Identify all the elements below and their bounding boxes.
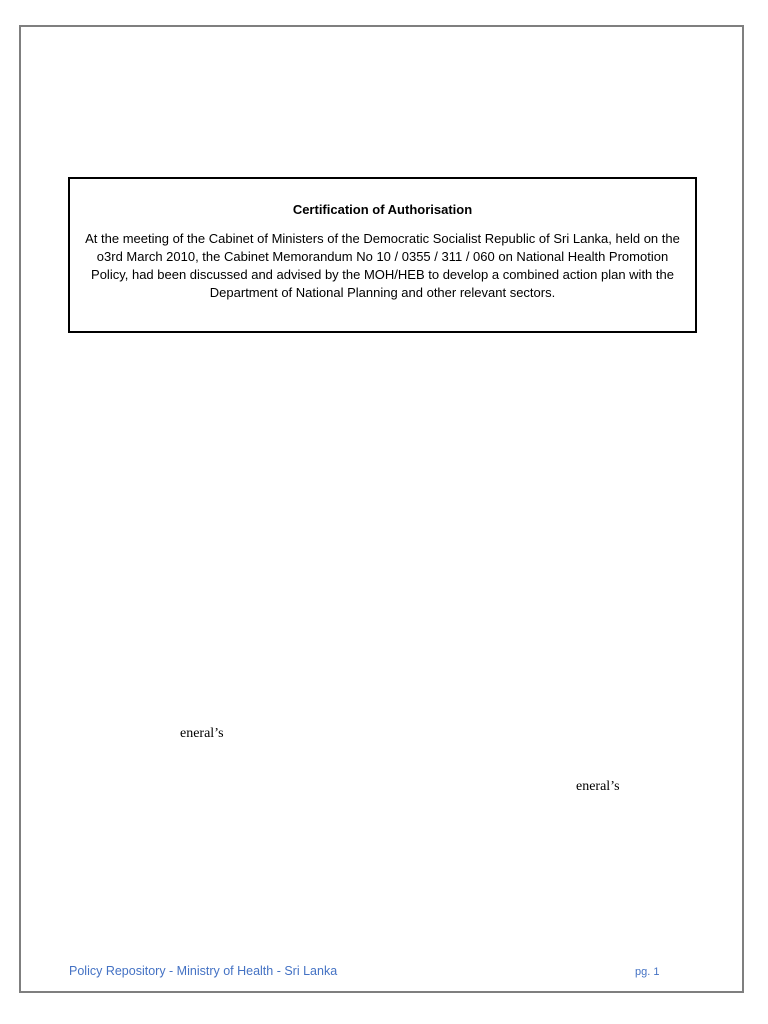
signature-text-fragment: eneral’s: [180, 726, 224, 741]
certification-body-line: o3rd March 2010, the Cabinet Memorandum No 10 / 0355 / 311 / 060 on National Health Promotion: [96, 249, 669, 264]
footer-page-number: pg. 1: [635, 966, 660, 978]
certification-title: Certification of Authorisation: [292, 202, 473, 217]
certification-body: [84, 230, 681, 302]
certification-box: [68, 177, 697, 333]
page-frame: [19, 25, 744, 993]
certification-body-line: Department of National Planning and other relevant sectors.: [209, 285, 556, 300]
signature-text-fragment: eneral’s: [576, 779, 620, 794]
certification-body-line: At the meeting of the Cabinet of Ministers of the Democratic Socialist Republic of Sri Lanka, held on the: [85, 231, 680, 246]
certification-body-line: Policy, had been discussed and advised by the MOH/HEB to develop a combined action plan with the: [91, 267, 674, 282]
footer-repository-text: Policy Repository - Ministry of Health - Sri Lanka: [69, 964, 338, 978]
